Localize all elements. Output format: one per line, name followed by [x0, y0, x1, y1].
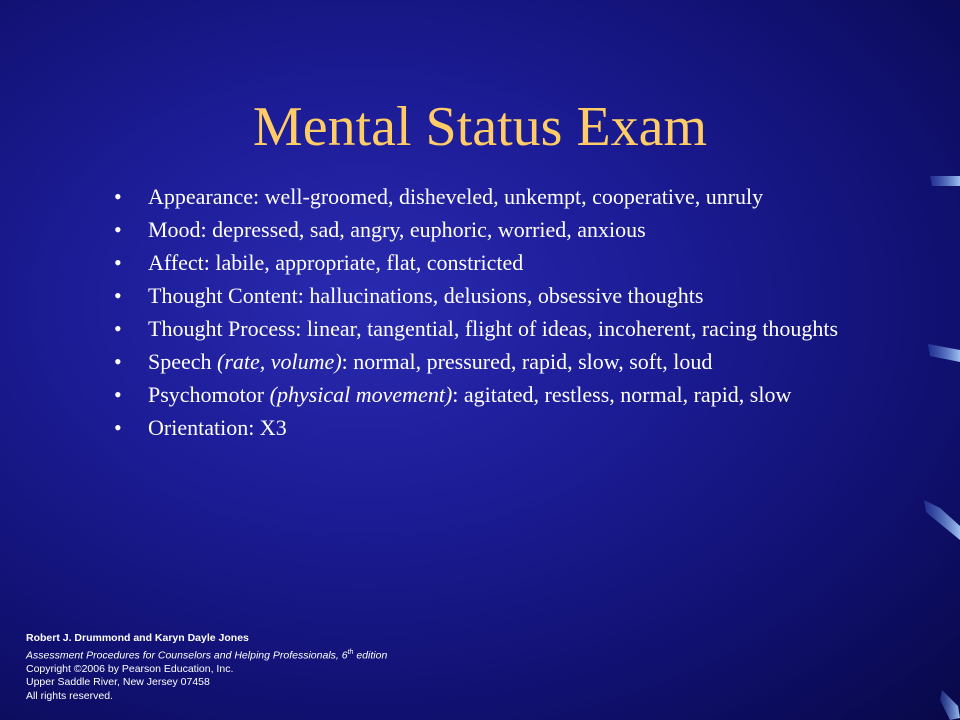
footer-rights: All rights reserved.	[26, 689, 113, 702]
stripe-4	[940, 690, 960, 720]
footer-book-title-text: Assessment Procedures for Counselors and Helping Professionals, 6	[26, 649, 348, 661]
bullet-text-italic: (rate, volume)	[217, 349, 342, 374]
bullet-speech	[112, 350, 892, 374]
bullet-psychomotor	[112, 383, 892, 407]
bullet-text: Thought Process: linear, tangential, flight of ideas, incoherent, racing thoughts	[148, 316, 839, 341]
bullet-symbol: •	[114, 382, 122, 407]
bullet-orientation	[112, 416, 892, 440]
bullet-text: Thought Content: hallucinations, delusions, obsessive thoughts	[148, 283, 704, 308]
citation-footer	[26, 632, 387, 703]
bullet-text-rest: : agitated, restless, normal, rapid, slow	[452, 382, 792, 407]
bullet-text-lead: Speech	[148, 349, 218, 374]
footer-address: Upper Saddle River, New Jersey 07458	[26, 676, 210, 688]
bullet-text-italic: (physical movement)	[269, 382, 453, 407]
bullet-symbol: •	[114, 184, 122, 209]
bullet-text: Affect: labile, appropriate, flat, constricted	[148, 250, 524, 275]
bullet-text: Mood: depressed, sad, angry, euphoric, worried, anxious	[148, 217, 646, 242]
bullet-symbol: •	[114, 316, 122, 341]
footer-edition-suffix: edition	[353, 649, 388, 661]
bullet-symbol: •	[114, 349, 122, 374]
footer-edition-sup: th	[347, 648, 354, 656]
footer-copyright: Copyright ©2006 by Pearson Education, Inc.	[26, 662, 234, 675]
stripe-2	[928, 344, 960, 362]
bullet-symbol: •	[114, 415, 122, 440]
footer-authors: Robert J. Drummond and Karyn Dayle Jones	[26, 632, 249, 644]
bullet-list	[112, 185, 892, 449]
bullet-appearance	[112, 185, 892, 209]
bullet-text: Orientation: X3	[148, 415, 287, 440]
bullet-symbol: •	[114, 250, 122, 275]
bullet-thought-content	[112, 284, 892, 308]
bullet-text-rest: : normal, pressured, rapid, slow, soft, loud	[341, 349, 713, 374]
stripe-1	[930, 176, 960, 186]
bullet-text: Appearance: well-groomed, disheveled, unkempt, cooperative, unruly	[148, 184, 764, 209]
bullet-symbol: •	[114, 283, 122, 308]
stripe-3	[924, 500, 960, 540]
bullet-symbol: •	[114, 217, 122, 242]
bullet-thought-process	[112, 317, 892, 341]
bullet-mood	[112, 218, 892, 242]
footer-book-title	[26, 646, 387, 663]
slide-title: Mental Status Exam	[252, 96, 708, 158]
bullet-text-lead: Psychomotor	[148, 382, 270, 407]
bullet-affect	[112, 251, 892, 275]
